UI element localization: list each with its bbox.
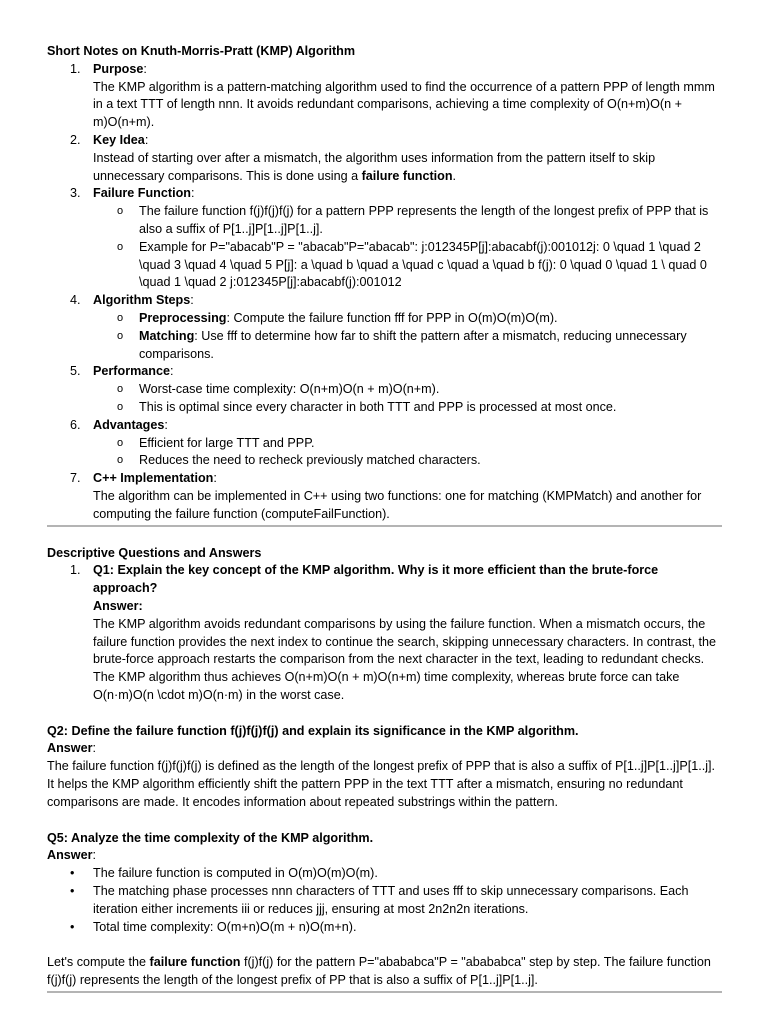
notes-title: Short Notes on Knuth-Morris-Pratt (KMP) Algorithm [47, 44, 356, 58]
bullet-icon: • [70, 919, 75, 934]
item-number: 3. [70, 186, 81, 201]
question-text: Q2: Define the failure function f(j)f(j)f(j) and explain its significance in the KMP algorithm. [47, 723, 579, 738]
section-divider [47, 991, 722, 993]
question-text: Q1: Explain the key concept of the KMP algorithm. Why is it more efficient than the brute-force approach? [93, 563, 659, 596]
closing-paragraph: Let's compute the failure function f(j)f(j) for the pattern P="abababca"P = "abababca" step by step. The failure function f(j)f(j) represents the length of the longest prefix of PP that is also a suffix of P[1..j]P[1..j]. [47, 955, 711, 988]
item-label: C++ Implementation [93, 471, 214, 486]
answer-label: Answer: [93, 598, 143, 613]
item-text: Instead of starting over after a mismatch, the algorithm uses information from the pattern itself to skip unnecessary comparisons. This is done using a failure function. [93, 150, 656, 183]
sub-item: o Efficient for large TTT and PPP. [139, 435, 722, 453]
item-number: 7. [70, 471, 81, 486]
answer-label: Answer [47, 848, 93, 863]
notes-item-performance: 5. Performance: o Worst-case time complexity: O(n+m)O(n + m)O(n+m). o This is optimal since every character in both TTT and PPP is processed at most once. [47, 363, 722, 416]
item-label: Algorithm Steps [93, 293, 191, 308]
notes-item-cpp-implementation: 7. C++ Implementation: The algorithm can be implemented in C++ using two functions: one for matching (KMPMatch) and another for computing the failure function (computeFailFunction). [47, 470, 722, 523]
notes-item-algorithm-steps: 4. Algorithm Steps: o Preprocessing: Compute the failure function fff for PPP in O(m)O(m)O(m). o Matching: Use fff to determine how far to shift the pattern after a mismatch, reducing unnecessary comparisons. [47, 292, 722, 363]
circle-bullet-icon: o [117, 329, 124, 342]
circle-bullet-icon: o [117, 205, 124, 218]
circle-bullet-icon: o [117, 311, 124, 324]
item-text: The algorithm can be implemented in C++ using two functions: one for matching (KMPMatch) and another for computing the failure function (computeFailFunction). [93, 488, 702, 521]
circle-bullet-icon: o [117, 454, 124, 467]
question-1 [47, 562, 722, 704]
question-number: 1. [70, 563, 81, 578]
circle-bullet-icon: o [117, 400, 124, 413]
item-number: 5. [70, 364, 81, 379]
item-label: Performance [93, 364, 170, 379]
item-label: Failure Function [93, 186, 191, 201]
document-page [47, 43, 722, 993]
sub-item: o Worst-case time complexity: O(n+m)O(n + m)O(n+m). [139, 381, 722, 399]
sub-item: o Matching: Use fff to determine how far to shift the pattern after a mismatch, reducing unnecessary comparisons. [117, 328, 687, 361]
list-item: • The failure function is computed in O(m)O(m)O(m). [93, 865, 722, 883]
notes-item-failure-function: 3. Failure Function: o The failure function f(j)f(j)f(j) for a pattern PPP represents the length of the longest prefix of PPP that is also a suffix of P[1..j]P[1..j]P[1..j]. o Example for P="abacab"P = "abacab"P="abacab": j:012345P[j]:abacabf(j):001012j: 0 \quad 1 \quad 2 \quad 3 \quad 4 \quad 5 P[j]: a \quad b \quad a \quad c \quad a \quad b f(j): 0 \quad 0 \quad 1 \ quad 0 \quad 1 \quad 2 j:012345P[j]:abacabf(j):001012 [47, 185, 722, 292]
answer-text: The KMP algorithm avoids redundant comparisons by using the failure function. When a mismatch occurs, the failure function provides the next index to continue the search, skipping unnecessary characters. In contrast, the brute-force approach restarts the comparison from the next character in the text, leading to redundant checks. The KMP algorithm thus achieves O(n+m)O(n + m)O(n+m) time complexity, whereas brute force can take O(n·m)O(n \cdot m)O(n·m) in the worst case. [93, 616, 717, 702]
item-label: Purpose [93, 61, 144, 76]
list-item: • The matching phase processes nnn characters of TTT and uses fff to skip unnecessary comparisons. Each iteration either increments iii or reduces jjj, ensuring at most 2n2n2n iterations. [70, 884, 689, 916]
sub-item: o Reduces the need to recheck previously matched characters. [139, 452, 722, 470]
bullet-icon: • [70, 884, 75, 899]
item-label: Key Idea [93, 132, 145, 147]
circle-bullet-icon: o [117, 436, 124, 449]
sub-item: o Preprocessing: Compute the failure function fff for PPP in O(m)O(m)O(m). [139, 310, 722, 328]
question-2: Q2: Define the failure function f(j)f(j)f(j) and explain its significance in the KMP algorithm. Answer: The failure function f(j)f(j)f(j) is defined as the length of the longest prefix of PPP that is also a suffix of P[1..j]P[1..j]P[1..j]. It helps the KMP algorithm efficiently shift the pattern PPP in the text TTT after a mismatch, ensuring no redundant comparisons are made. It encodes information about repeated substrings within the pattern. [47, 723, 722, 812]
question-5: Q5: Analyze the time complexity of the KMP algorithm. Answer: • The failure function is computed in O(m)O(m)O(m). • The matching phase processes nnn characters of TTT and uses fff to skip unnecessary comparisons. Each iteration either increments iii or reduces jjj, ensuring at most 2n2n2n iterations. • Total time complexity: O(m+n)O(m + n)O(m+n). [47, 830, 722, 937]
list-item: • Total time complexity: O(m+n)O(m + n)O(m+n). [93, 919, 722, 937]
notes-item-advantages: 6. Advantages: o Efficient for large TTT and PPP. o Reduces the need to recheck previously matched characters. [47, 417, 722, 470]
circle-bullet-icon: o [117, 240, 124, 253]
item-number: 2. [70, 132, 81, 147]
sub-item: o This is optimal since every character in both TTT and PPP is processed at most once. [139, 399, 722, 417]
item-number: 4. [70, 293, 81, 308]
answer-text: The failure function f(j)f(j)f(j) is defined as the length of the longest prefix of PPP that is also a suffix of P[1..j]P[1..j]P[1..j]. It helps the KMP algorithm efficiently shift the pattern PPP in the text TTT after a mismatch, ensuring no redundant comparisons are made. It encodes information about repeated substrings within the pattern. [47, 759, 716, 809]
bullet-icon: • [70, 866, 75, 881]
item-number: 6. [70, 417, 81, 432]
sub-item: o The failure function f(j)f(j)f(j) for a pattern PPP represents the length of the longest prefix of PPP that is also a suffix of P[1..j]P[1..j]P[1..j]. [117, 204, 709, 236]
item-label: Advantages [93, 417, 165, 432]
answer-label: Answer [47, 741, 93, 756]
item-number: 1. [70, 61, 81, 76]
question-text: Q5: Analyze the time complexity of the KMP algorithm. [47, 830, 374, 845]
notes-item-key-idea: 2. Key Idea: Instead of starting over after a mismatch, the algorithm uses information from the pattern itself to skip unnecessary comparisons. This is done using a failure function. [47, 132, 722, 185]
circle-bullet-icon: o [117, 383, 124, 396]
qa-title: Descriptive Questions and Answers [47, 545, 262, 560]
sub-item: o Example for P="abacab"P = "abacab"P="abacab": j:012345P[j]:abacabf(j):001012j: 0 \quad 1 \quad 2 \quad 3 \quad 4 \quad 5 P[j]: a \quad b \quad a \quad c \quad a \quad b f(j): 0 \quad 0 \quad 1 \ quad 0 \quad 1 \quad 2 j:012345P[j]:abacabf(j):001012 [117, 239, 707, 290]
item-text: The KMP algorithm is a pattern-matching algorithm used to find the occurrence of a pattern PPP of length mmm in a text TTT of length nnn. It avoids redundant comparisons, achieving a time complexity of O(n+m)O(n + m)O(n+m). [93, 79, 715, 130]
notes-item-purpose: 1. Purpose: The KMP algorithm is a pattern-matching algorithm used to find the occurrence of a pattern PPP of length mmm in a text TTT of length nnn. It avoids redundant comparisons, achieving a time complexity of O(n+m)O(n + m)O(n+m). [47, 61, 722, 132]
